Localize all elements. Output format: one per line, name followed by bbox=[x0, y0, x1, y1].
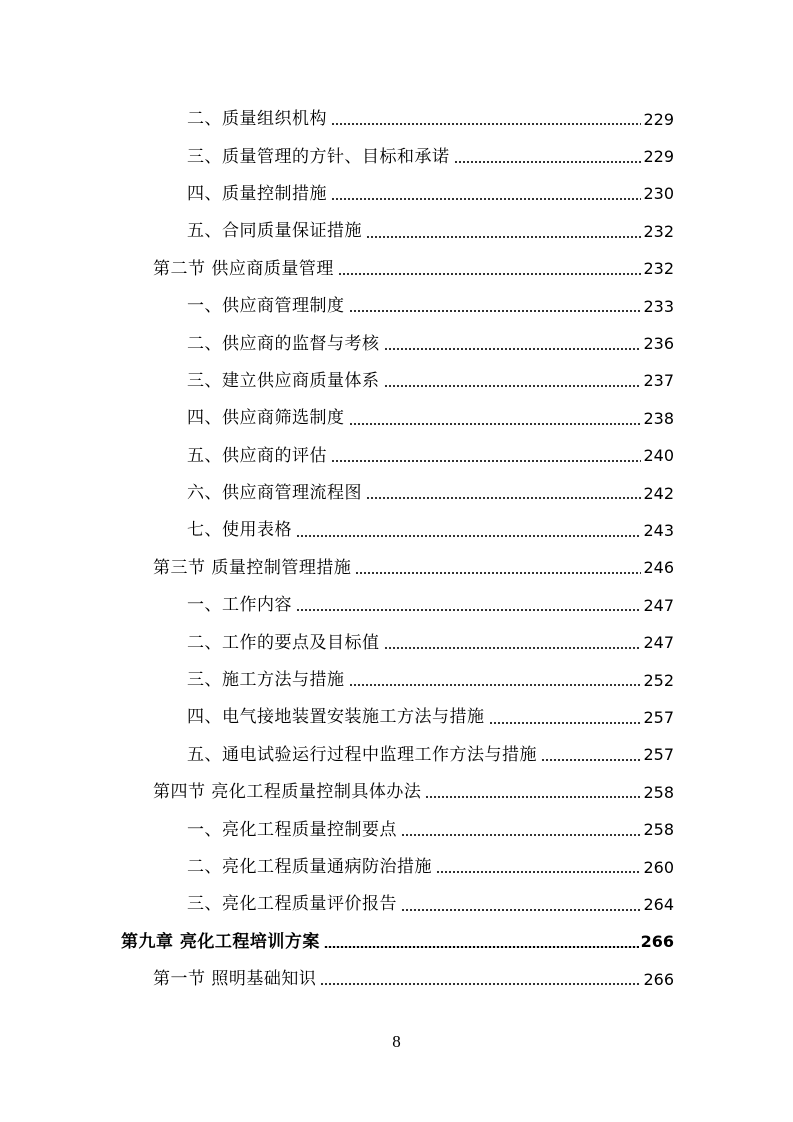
toc-entry-title: 第三节 质量控制管理措施 bbox=[153, 557, 352, 578]
toc-entry-title: 四、质量控制措施 bbox=[187, 183, 327, 204]
toc-dot-leader bbox=[454, 161, 642, 163]
toc-entry-title: 五、通电试验运行过程中监理工作方法与措施 bbox=[187, 744, 537, 765]
toc-entry-title: 七、使用表格 bbox=[187, 520, 292, 541]
toc-entry-page: 236 bbox=[643, 334, 674, 354]
toc-entry-title: 第二节 供应商质量管理 bbox=[153, 258, 334, 279]
toc-entry-page: 230 bbox=[643, 184, 674, 204]
toc-entry-page: 266 bbox=[640, 932, 674, 952]
table-of-contents bbox=[0, 101, 793, 998]
toc-entry-title: 一、供应商管理制度 bbox=[187, 296, 345, 317]
toc-dot-leader bbox=[338, 273, 642, 275]
toc-dot-leader bbox=[296, 535, 641, 537]
toc-dot-leader bbox=[436, 871, 641, 873]
toc-entry-page: 243 bbox=[643, 520, 674, 540]
toc-entry-page: 238 bbox=[643, 408, 674, 428]
toc-dot-leader bbox=[349, 423, 642, 425]
toc-entry[interactable] bbox=[0, 849, 793, 886]
toc-entry[interactable] bbox=[0, 961, 793, 998]
toc-entry-page: 246 bbox=[643, 558, 674, 578]
toc-dot-leader bbox=[331, 123, 641, 125]
toc-dot-leader bbox=[366, 236, 641, 238]
toc-dot-leader bbox=[296, 609, 641, 611]
toc-entry[interactable] bbox=[0, 325, 793, 362]
toc-dot-leader bbox=[366, 497, 641, 499]
toc-dot-leader bbox=[541, 759, 641, 761]
toc-dot-leader bbox=[331, 198, 641, 200]
toc-entry-page: 257 bbox=[643, 707, 674, 727]
toc-dot-leader bbox=[349, 310, 642, 312]
toc-entry-title: 二、质量组织机构 bbox=[187, 109, 327, 130]
toc-entry[interactable] bbox=[0, 662, 793, 699]
toc-entry-page: 232 bbox=[643, 259, 674, 279]
toc-entry-title: 第一节 照明基础知识 bbox=[153, 969, 317, 990]
toc-dot-leader bbox=[425, 796, 641, 798]
toc-entry-title: 四、供应商筛选制度 bbox=[187, 408, 345, 429]
toc-dot-leader bbox=[384, 348, 642, 350]
toc-entry-page: 233 bbox=[643, 296, 674, 316]
toc-entry-title: 一、亮化工程质量控制要点 bbox=[187, 819, 397, 840]
toc-dot-leader bbox=[324, 946, 639, 948]
toc-entry-title: 三、亮化工程质量评价报告 bbox=[187, 894, 397, 915]
toc-dot-leader bbox=[349, 684, 642, 686]
toc-entry-page: 237 bbox=[643, 371, 674, 391]
toc-dot-leader bbox=[384, 385, 642, 387]
toc-entry-page: 258 bbox=[643, 782, 674, 802]
toc-entry[interactable] bbox=[0, 400, 793, 437]
toc-entry-title: 第四节 亮化工程质量控制具体办法 bbox=[153, 782, 422, 803]
toc-entry[interactable] bbox=[0, 101, 793, 138]
toc-entry[interactable] bbox=[0, 288, 793, 325]
toc-entry[interactable] bbox=[0, 924, 793, 961]
toc-entry[interactable] bbox=[0, 737, 793, 774]
toc-entry-page: 266 bbox=[643, 969, 674, 989]
toc-entry-page: 258 bbox=[643, 820, 674, 840]
toc-entry-title: 二、供应商的监督与考核 bbox=[187, 333, 380, 354]
toc-entry[interactable] bbox=[0, 512, 793, 549]
toc-entry[interactable] bbox=[0, 811, 793, 848]
toc-entry-title: 五、供应商的评估 bbox=[187, 445, 327, 466]
toc-entry-page: 229 bbox=[643, 109, 674, 129]
toc-entry-title: 五、合同质量保证措施 bbox=[187, 221, 362, 242]
toc-entry-page: 229 bbox=[643, 147, 674, 167]
toc-entry[interactable] bbox=[0, 774, 793, 811]
toc-entry[interactable] bbox=[0, 438, 793, 475]
toc-entry-page: 264 bbox=[643, 894, 674, 914]
toc-dot-leader bbox=[320, 983, 641, 985]
toc-entry[interactable] bbox=[0, 176, 793, 213]
toc-entry-title: 一、工作内容 bbox=[187, 595, 292, 616]
toc-entry[interactable] bbox=[0, 624, 793, 661]
toc-entry[interactable] bbox=[0, 138, 793, 175]
toc-entry[interactable] bbox=[0, 550, 793, 587]
page-number: 8 bbox=[392, 1032, 401, 1051]
toc-entry[interactable] bbox=[0, 363, 793, 400]
toc-dot-leader bbox=[489, 722, 642, 724]
toc-entry-title: 三、施工方法与措施 bbox=[187, 670, 345, 691]
toc-entry[interactable] bbox=[0, 475, 793, 512]
toc-dot-leader bbox=[401, 834, 641, 836]
toc-entry-page: 257 bbox=[643, 745, 674, 765]
toc-entry[interactable] bbox=[0, 213, 793, 250]
toc-entry-title: 第九章 亮化工程培训方案 bbox=[121, 931, 320, 952]
toc-entry[interactable] bbox=[0, 699, 793, 736]
toc-dot-leader bbox=[384, 647, 642, 649]
toc-dot-leader bbox=[331, 460, 641, 462]
toc-entry-page: 247 bbox=[643, 595, 674, 615]
toc-entry-title: 三、质量管理的方针、目标和承诺 bbox=[187, 146, 450, 167]
toc-dot-leader bbox=[401, 909, 641, 911]
toc-entry[interactable] bbox=[0, 587, 793, 624]
toc-entry-page: 247 bbox=[643, 633, 674, 653]
toc-entry-title: 二、亮化工程质量通病防治措施 bbox=[187, 857, 432, 877]
toc-entry-title: 四、电气接地装置安装施工方法与措施 bbox=[187, 707, 485, 728]
toc-dot-leader bbox=[355, 572, 641, 574]
toc-entry-page: 260 bbox=[643, 857, 674, 877]
toc-entry-title: 三、建立供应商质量体系 bbox=[187, 370, 380, 391]
toc-entry-page: 252 bbox=[643, 670, 674, 690]
toc-entry-page: 242 bbox=[643, 483, 674, 503]
toc-entry-title: 六、供应商管理流程图 bbox=[187, 483, 362, 504]
toc-entry-page: 240 bbox=[643, 446, 674, 466]
toc-entry[interactable] bbox=[0, 886, 793, 923]
toc-entry-page: 232 bbox=[643, 221, 674, 241]
toc-entry-title: 二、工作的要点及目标值 bbox=[187, 632, 380, 653]
toc-entry[interactable] bbox=[0, 251, 793, 288]
